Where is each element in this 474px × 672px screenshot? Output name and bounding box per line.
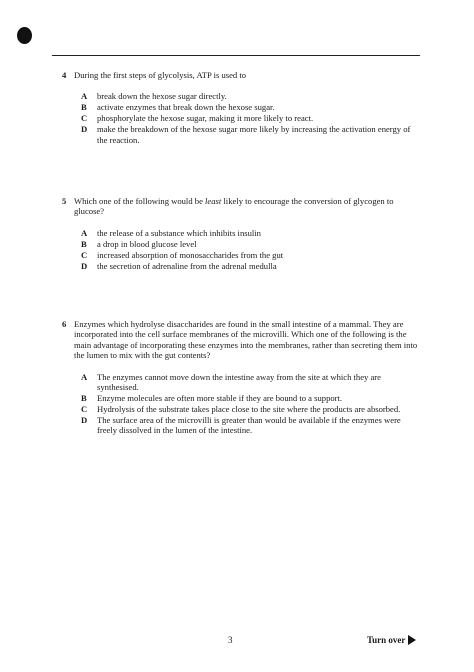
option-a[interactable]	[81, 228, 420, 238]
arrow-right-icon	[408, 635, 416, 645]
option-text: the release of a substance which inhibits insulin	[97, 227, 261, 238]
option-letter: C	[81, 249, 88, 260]
option-letter: D	[81, 260, 88, 271]
turn-over-label	[367, 635, 416, 645]
option-text: make the breakdown of the hexose sugar more likely by increasing the activation energy of the reaction.	[97, 124, 411, 145]
option-list	[81, 228, 420, 271]
question-number: 5	[62, 196, 67, 206]
option-text: the secretion of adrenaline from the adrenal medulla	[97, 260, 277, 271]
question-4	[62, 70, 420, 145]
punch-hole	[17, 27, 32, 44]
option-text: The surface area of the microvilli is greater than would be available if the enzymes were freely dissolved in the lumen of the intestine.	[97, 414, 401, 436]
option-text: Enzyme molecules are often more stable if they are bound to a support.	[97, 392, 343, 403]
option-list	[81, 372, 420, 436]
option-text: Hydrolysis of the substrate takes place close to the site where the products are absorbed.	[97, 403, 401, 414]
option-letter: A	[81, 371, 88, 382]
header-rule	[52, 55, 420, 56]
option-text: phosphorylate the hexose sugar, making it more likely to react.	[97, 113, 314, 124]
option-letter: D	[81, 124, 88, 135]
option-letter: A	[81, 227, 88, 238]
option-letter: C	[81, 403, 88, 414]
option-c[interactable]	[81, 404, 420, 414]
page-number: 3	[228, 635, 233, 645]
option-b[interactable]	[81, 102, 420, 112]
option-d[interactable]	[81, 415, 420, 436]
option-b[interactable]	[81, 393, 420, 403]
option-c[interactable]	[81, 113, 420, 123]
option-text: activate enzymes that break down the hexose sugar.	[97, 102, 275, 113]
question-stem	[74, 196, 420, 217]
option-text: increased absorption of monosaccharides from the gut	[97, 249, 284, 260]
question-stem: During the first steps of glycolysis, ATP is used to	[74, 70, 247, 80]
option-letter: B	[81, 102, 87, 113]
question-5	[62, 196, 420, 271]
option-letter: A	[81, 91, 88, 102]
stem-text-after: likely to encourage the conversion of glycogen to glucose?	[74, 196, 394, 217]
stem-text-before: Which one of the following would be	[74, 196, 206, 206]
question-number: 6	[62, 319, 67, 329]
option-text: The enzymes cannot move down the intestine away from the site at which they are synthesised.	[97, 371, 381, 393]
option-list	[81, 91, 420, 145]
option-text: a drop in blood glucose level	[97, 238, 197, 249]
option-letter: B	[81, 392, 87, 403]
option-text: break down the hexose sugar directly.	[97, 91, 227, 102]
option-letter: C	[81, 113, 88, 124]
stem-emphasis: least	[205, 196, 222, 206]
question-stem: Enzymes which hydrolyse disaccharides are found in the small intestine of a mammal. They are incorporated into the cell surface membranes of the microvilli. Which one of the following is the main advantage of incorporating these enzymes into the membranes, rather than secreting them into the lumen to mix with the gut contents?	[74, 319, 418, 361]
option-d[interactable]	[81, 124, 420, 145]
option-b[interactable]	[81, 239, 420, 249]
option-c[interactable]	[81, 250, 420, 260]
option-letter: D	[81, 414, 88, 425]
option-letter: B	[81, 238, 87, 249]
option-a[interactable]	[81, 91, 420, 101]
question-number: 4	[62, 70, 67, 80]
option-a[interactable]	[81, 372, 420, 393]
turn-over-text: Turn over	[367, 635, 406, 645]
question-6	[62, 319, 420, 436]
option-d[interactable]	[81, 261, 420, 271]
